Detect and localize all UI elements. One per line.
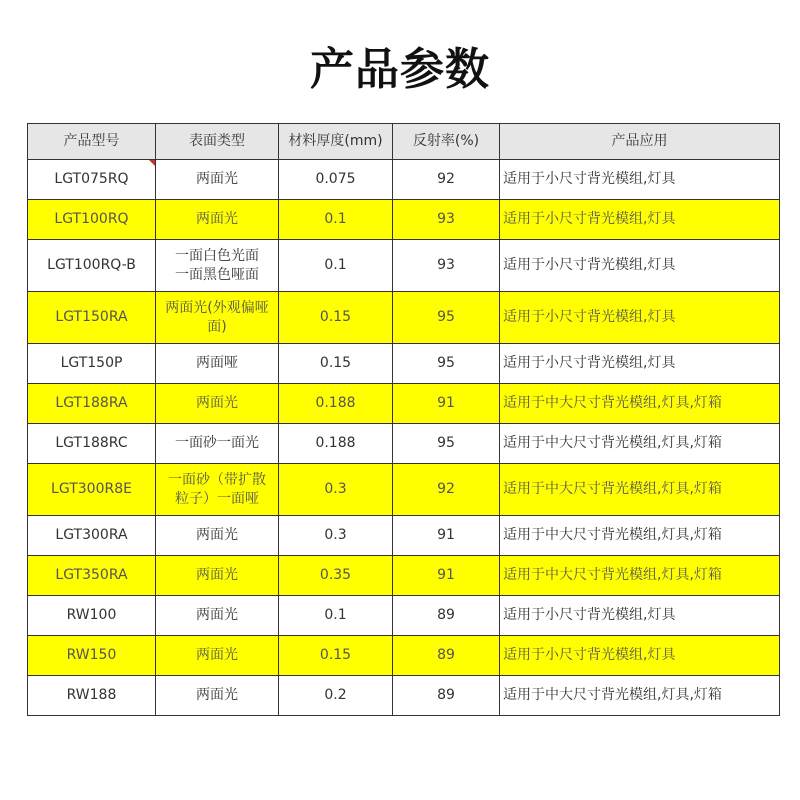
header-thickness: 材料厚度(mm) bbox=[279, 124, 393, 160]
cell-reflectivity: 89 bbox=[393, 596, 500, 636]
cell-surface-type bbox=[156, 516, 279, 556]
cell-surface-type bbox=[156, 424, 279, 464]
cell-surface-type bbox=[156, 556, 279, 596]
parameter-table bbox=[27, 123, 780, 716]
table-row bbox=[28, 344, 780, 384]
cell-model bbox=[28, 200, 156, 240]
cell-thickness: 0.3 bbox=[279, 516, 393, 556]
cell-surface-type bbox=[156, 240, 279, 292]
cell-model bbox=[28, 160, 156, 200]
cell-model-text: LGT300RA bbox=[55, 527, 128, 543]
cell-thickness: 0.075 bbox=[279, 160, 393, 200]
cell-surface-line: 一面黑色哑面 bbox=[175, 266, 259, 283]
cell-reflectivity: 91 bbox=[393, 384, 500, 424]
cell-application: 适用于小尺寸背光模组,灯具 bbox=[500, 596, 780, 636]
cell-model-text: LGT188RA bbox=[55, 395, 128, 411]
cell-reflectivity: 95 bbox=[393, 292, 500, 344]
cell-reflectivity: 91 bbox=[393, 556, 500, 596]
table-row bbox=[28, 516, 780, 556]
cell-reflectivity: 93 bbox=[393, 240, 500, 292]
cell-application: 适用于中大尺寸背光模组,灯具,灯箱 bbox=[500, 384, 780, 424]
cell-model bbox=[28, 240, 156, 292]
cell-reflectivity: 89 bbox=[393, 636, 500, 676]
cell-surface-line: 两面哑 bbox=[196, 355, 238, 371]
cell-reflectivity: 95 bbox=[393, 424, 500, 464]
cell-model-text: LGT150P bbox=[60, 355, 123, 371]
table-row bbox=[28, 240, 780, 292]
cell-thickness: 0.15 bbox=[279, 344, 393, 384]
cell-surface-line: 一面白色光面 bbox=[175, 247, 259, 264]
header-row bbox=[28, 124, 780, 160]
cell-model bbox=[28, 464, 156, 516]
table-row bbox=[28, 596, 780, 636]
cell-thickness: 0.3 bbox=[279, 464, 393, 516]
cell-reflectivity: 93 bbox=[393, 200, 500, 240]
cell-surface-type bbox=[156, 160, 279, 200]
table-body bbox=[28, 160, 780, 716]
cell-model bbox=[28, 424, 156, 464]
cell-thickness: 0.188 bbox=[279, 384, 393, 424]
cell-surface-type bbox=[156, 344, 279, 384]
table-row bbox=[28, 556, 780, 596]
cell-surface-type bbox=[156, 676, 279, 716]
cell-surface-line: 一面砂一面光 bbox=[175, 435, 259, 451]
cell-surface-type bbox=[156, 384, 279, 424]
cell-surface-type bbox=[156, 636, 279, 676]
cell-application: 适用于中大尺寸背光模组,灯具,灯箱 bbox=[500, 516, 780, 556]
table-row bbox=[28, 636, 780, 676]
cell-application: 适用于中大尺寸背光模组,灯具,灯箱 bbox=[500, 424, 780, 464]
header-application: 产品应用 bbox=[500, 124, 780, 160]
cell-reflectivity: 89 bbox=[393, 676, 500, 716]
table-row bbox=[28, 424, 780, 464]
cell-surface-line: 两面光 bbox=[196, 171, 238, 187]
cell-application: 适用于中大尺寸背光模组,灯具,灯箱 bbox=[500, 556, 780, 596]
cell-application: 适用于小尺寸背光模组,灯具 bbox=[500, 292, 780, 344]
table-row bbox=[28, 160, 780, 200]
cell-model-text: LGT100RQ bbox=[54, 211, 129, 227]
cell-thickness: 0.35 bbox=[279, 556, 393, 596]
cell-reflectivity: 92 bbox=[393, 160, 500, 200]
cell-surface-line: 两面光 bbox=[196, 607, 238, 623]
header-reflectivity: 反射率(%) bbox=[393, 124, 500, 160]
cell-model-text: LGT100RQ-B bbox=[47, 257, 136, 273]
cell-model-text: LGT300R8E bbox=[51, 481, 132, 497]
cell-model bbox=[28, 636, 156, 676]
cell-reflectivity: 95 bbox=[393, 344, 500, 384]
cell-thickness: 0.15 bbox=[279, 636, 393, 676]
cell-model bbox=[28, 556, 156, 596]
cell-reflectivity: 91 bbox=[393, 516, 500, 556]
cell-model bbox=[28, 292, 156, 344]
cell-application: 适用于小尺寸背光模组,灯具 bbox=[500, 160, 780, 200]
table-row bbox=[28, 292, 780, 344]
table-row bbox=[28, 200, 780, 240]
cell-model bbox=[28, 596, 156, 636]
cell-thickness: 0.15 bbox=[279, 292, 393, 344]
cell-surface-type bbox=[156, 464, 279, 516]
cell-surface-line: 两面光 bbox=[196, 567, 238, 583]
cell-surface-line: 两面光 bbox=[196, 527, 238, 543]
cell-model bbox=[28, 344, 156, 384]
cell-surface-type bbox=[156, 292, 279, 344]
cell-surface-line: 两面光 bbox=[196, 647, 238, 663]
cell-application: 适用于小尺寸背光模组,灯具 bbox=[500, 200, 780, 240]
cell-thickness: 0.188 bbox=[279, 424, 393, 464]
table-row bbox=[28, 384, 780, 424]
cell-model-text: LGT188RC bbox=[55, 435, 128, 451]
cell-reflectivity: 92 bbox=[393, 464, 500, 516]
cell-model-text: RW150 bbox=[66, 647, 117, 663]
cell-model bbox=[28, 676, 156, 716]
table-row bbox=[28, 464, 780, 516]
cell-surface-line: 两面光 bbox=[196, 211, 238, 227]
table-header bbox=[28, 124, 780, 160]
header-surface-type: 表面类型 bbox=[156, 124, 279, 160]
cell-model-text: LGT075RQ bbox=[54, 171, 129, 187]
cell-surface-line: 一面砂（带扩散 bbox=[168, 471, 266, 488]
cell-application: 适用于小尺寸背光模组,灯具 bbox=[500, 240, 780, 292]
cell-model-text: RW188 bbox=[66, 687, 117, 703]
cell-thickness: 0.2 bbox=[279, 676, 393, 716]
cell-surface-line: 两面光 bbox=[196, 395, 238, 411]
cell-surface-line: 两面光 bbox=[196, 687, 238, 703]
cell-thickness: 0.1 bbox=[279, 240, 393, 292]
cell-model bbox=[28, 384, 156, 424]
cell-surface-line: 面) bbox=[207, 318, 227, 335]
cell-application: 适用于小尺寸背光模组,灯具 bbox=[500, 636, 780, 676]
comment-indicator-icon bbox=[149, 160, 155, 166]
table-row bbox=[28, 676, 780, 716]
header-model: 产品型号 bbox=[28, 124, 156, 160]
cell-model-text: RW100 bbox=[66, 607, 117, 623]
cell-application: 适用于中大尺寸背光模组,灯具,灯箱 bbox=[500, 676, 780, 716]
cell-model-text: LGT350RA bbox=[55, 567, 128, 583]
cell-thickness: 0.1 bbox=[279, 200, 393, 240]
cell-model bbox=[28, 516, 156, 556]
cell-thickness: 0.1 bbox=[279, 596, 393, 636]
cell-application: 适用于中大尺寸背光模组,灯具,灯箱 bbox=[500, 464, 780, 516]
cell-application: 适用于小尺寸背光模组,灯具 bbox=[500, 344, 780, 384]
cell-surface-line: 粒子）一面哑 bbox=[175, 490, 259, 507]
cell-surface-type bbox=[156, 200, 279, 240]
cell-model-text: LGT150RA bbox=[55, 309, 128, 325]
cell-surface-line: 两面光(外观偏哑 bbox=[165, 299, 269, 316]
cell-surface-type bbox=[156, 596, 279, 636]
page-title: 产品参数 bbox=[310, 44, 490, 95]
